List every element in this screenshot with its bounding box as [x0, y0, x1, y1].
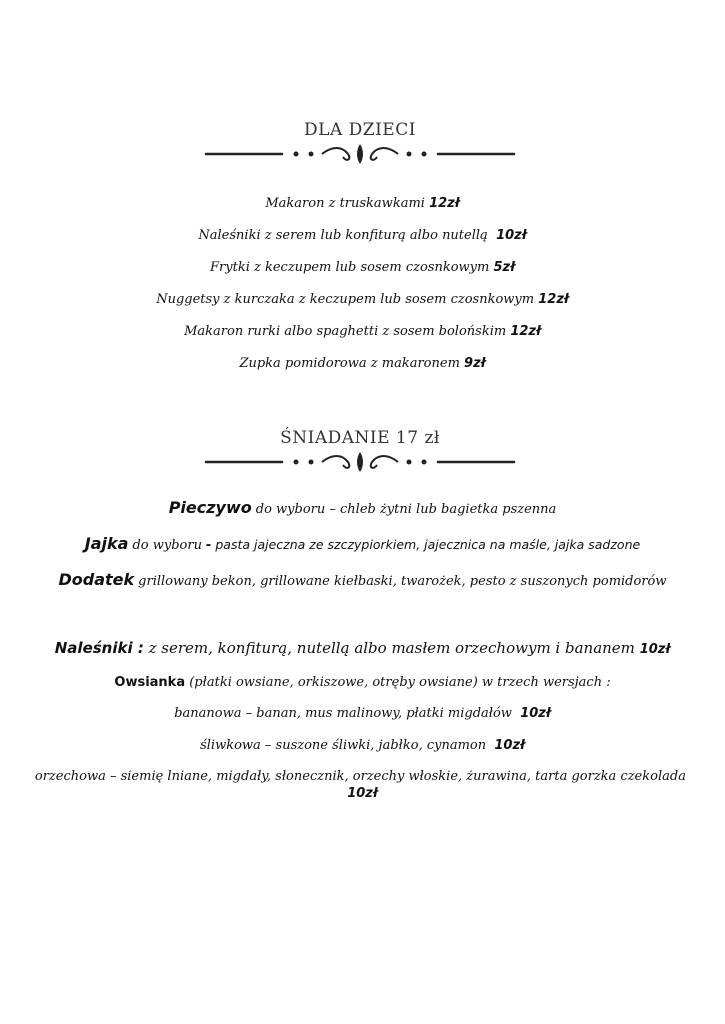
- kids-item: [0, 356, 725, 371]
- breakfast-pieczywo-line: [0, 498, 725, 518]
- owsianka-version-text: bananowa – banan, mus malinowy, płatki migdałów: [174, 706, 512, 721]
- pieczywo-text: do wyboru – chleb żytni lub bagietka pszenna: [255, 502, 557, 517]
- dodatek-label: Dodatek: [58, 570, 135, 589]
- kids-item-name: Frytki z keczupem lub sosem czosnkowym: [210, 260, 490, 275]
- nalesniki-text: z serem, konfiturą, nutellą albo masłem orzechowym i bananem: [148, 639, 635, 657]
- owsianka-intro-line: [0, 675, 725, 690]
- owsianka-intro: (płatki owsiane, orkiszowe, otręby owsiane) w trzech wersjach :: [189, 675, 611, 690]
- kids-item-price: 12zł: [538, 292, 569, 307]
- kids-section-title: DLA DZIECI: [304, 120, 416, 140]
- kids-item-price: 12zł: [510, 324, 541, 339]
- kids-item: [0, 260, 725, 275]
- kids-item-name: Makaron z truskawkami: [265, 196, 425, 211]
- kids-item: [0, 228, 725, 243]
- owsianka-label: Owsianka: [114, 675, 186, 690]
- owsianka-version-text: orzechowa – siemię lniane, migdały, słonecznik, orzechy włoskie, żurawina, tarta gorzka czekolada: [34, 769, 686, 784]
- ornament-divider-icon: [202, 450, 518, 474]
- owsianka-version: [0, 738, 725, 753]
- breakfast-jajka-line: [0, 534, 725, 554]
- kids-section-heading: [200, 120, 520, 166]
- owsianka-version: [20, 768, 705, 802]
- kids-item-price: 5zł: [493, 260, 515, 275]
- kids-item: [0, 292, 725, 307]
- jajka-text-2: pasta jajeczna ze szczypiorkiem, jajecznica na maśle, jajka sadzone: [215, 537, 641, 552]
- nalesniki-line: [0, 639, 725, 657]
- nalesniki-label: Naleśniki :: [54, 639, 144, 657]
- kids-item-name: Zupka pomidorowa z makaronem: [239, 356, 460, 371]
- owsianka-version-price: 10zł: [347, 786, 378, 801]
- kids-item: [0, 196, 725, 211]
- jajka-text-1: do wyboru: [132, 538, 202, 553]
- dodatek-text: grillowany bekon, grillowane kiełbaski, twarożek, pesto z suszonych pomidorów: [138, 574, 667, 589]
- nalesniki-price: 10zł: [639, 642, 671, 657]
- kids-item: [0, 324, 725, 339]
- kids-item-name: Nuggetsy z kurczaka z keczupem lub sosem czosnkowym: [156, 292, 535, 307]
- kids-item-price: 12zł: [429, 196, 460, 211]
- owsianka-version-price: 10zł: [494, 738, 525, 753]
- kids-item-price: 9zł: [464, 356, 486, 371]
- kids-item-price: 10zł: [496, 228, 527, 243]
- breakfast-section-title: ŚNIADANIE 17 zł: [280, 428, 440, 448]
- kids-item-name: Makaron rurki albo spaghetti z sosem bolońskim: [184, 324, 507, 339]
- jajka-label: Jajka: [84, 534, 129, 553]
- kids-item-name: Naleśniki z serem lub konfiturą albo nutellą: [198, 228, 488, 243]
- breakfast-dodatek-line: [0, 570, 725, 590]
- owsianka-version: [0, 706, 725, 721]
- owsianka-version-text: śliwkowa – suszone śliwki, jabłko, cynamon: [200, 738, 487, 753]
- ornament-divider-icon: [202, 142, 518, 166]
- jajka-dash: -: [205, 538, 212, 553]
- pieczywo-label: Pieczywo: [168, 498, 252, 517]
- breakfast-section-heading: [200, 428, 520, 474]
- owsianka-version-price: 10zł: [520, 706, 551, 721]
